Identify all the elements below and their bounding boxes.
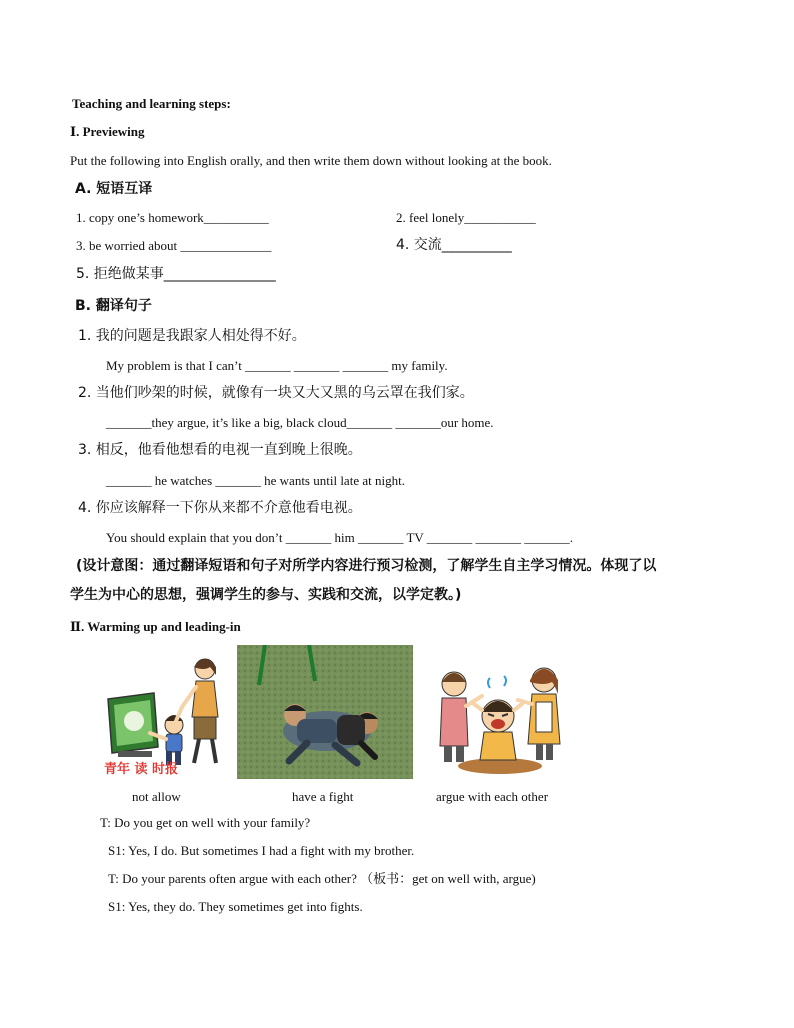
not-allow-cartoon-image <box>104 655 224 777</box>
phrase-item-5: 5. 拒绝做某事________________ <box>76 266 276 282</box>
section-previewing-title: Ⅰ. Previewing <box>70 124 145 139</box>
tv-icon <box>108 693 158 757</box>
previewing-instruction: Put the following into English orally, and then write them down without looking at the book. <box>70 153 552 168</box>
dialogue-line-4: S1: Yes, they do. They sometimes get into fights. <box>108 899 363 914</box>
caption-argue-with-each-other: argue with each other <box>436 789 549 804</box>
phrase-item-1: 1. copy one’s homework__________ <box>76 210 269 225</box>
sentence-4-en: You should explain that you don’t _______ him _______ TV _______ _______ _______. <box>106 530 574 545</box>
caption-have-a-fight: have a fight <box>292 789 354 804</box>
dialogue-line-2: S1: Yes, I do. But sometimes I had a fight with my brother. <box>108 843 415 858</box>
sentence-1-en: My problem is that I can’t _______ _______ _______ my family. <box>106 358 448 373</box>
phrase-item-2: 2. feel lonely___________ <box>396 210 536 225</box>
part-b-title: B. 翻译句子 <box>75 298 152 314</box>
page-heading: Teaching and learning steps: <box>72 96 231 111</box>
section-warming-up-title: Ⅱ. Warming up and leading-in <box>70 619 241 634</box>
phrase-item-3: 3. be worried about ______________ <box>76 238 272 253</box>
sentence-3-en: _______ he watches _______ he wants until late at night. <box>106 473 405 488</box>
design-note-line-1: (设计意图：通过翻译短语和句子对所学内容进行预习检测，了解学生自主学习情况。体现了以 <box>76 558 657 574</box>
sentence-4-cn: 4. 你应该解释一下你从来都不介意他看电视。 <box>78 500 362 516</box>
sentence-3-cn: 3. 相反，他看他想看的电视一直到晚上很晚。 <box>78 442 362 458</box>
design-note-line-2: 学生为中心的思想，强调学生的参与、实践和交流，以学定教。) <box>70 587 462 603</box>
phrase-item-4: 4. 交流__________ <box>396 237 512 253</box>
sentence-1-cn: 1. 我的问题是我跟家人相处得不好。 <box>78 328 306 344</box>
watermark-text: 青年 读 时报 <box>104 762 179 777</box>
sentence-2-en: _______they argue, it’s like a big, black cloud_______ _______our home. <box>106 415 494 430</box>
have-a-fight-photo <box>237 645 413 779</box>
caption-not-allow: not allow <box>132 789 181 804</box>
dialogue-line-3: T: Do your parents often argue with each other? （板书：get on well with, argue) <box>108 871 536 886</box>
argue-with-each-other-cartoon <box>432 660 568 778</box>
dialogue-line-1: T: Do you get on well with your family? <box>100 815 311 830</box>
part-a-title: A. 短语互译 <box>75 181 153 197</box>
sentence-2-cn: 2. 当他们吵架的时候，就像有一块又大又黑的乌云罩在我们家。 <box>78 385 474 401</box>
